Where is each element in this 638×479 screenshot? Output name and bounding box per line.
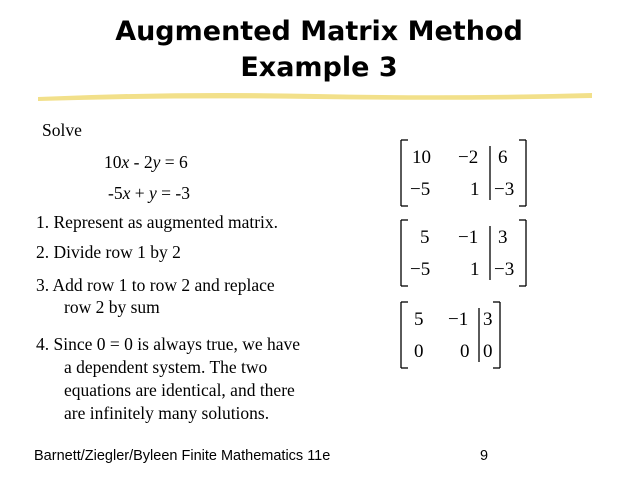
matrix-1-r1c2: −2 [458, 147, 479, 168]
step-4-cont-3: are infinitely many solutions. [64, 403, 270, 423]
matrix-2-r2c1: −5 [410, 259, 431, 280]
eq1-rhs: = 6 [160, 152, 188, 172]
matrix-3-r2c2: 0 [460, 341, 470, 362]
augmented-matrix-2 [398, 218, 530, 288]
equation-1 [104, 151, 188, 173]
equation-2 [108, 182, 190, 204]
eq2-rhs: = -3 [156, 183, 190, 203]
step-3: 3. Add row 1 to row 2 and replace [36, 275, 275, 295]
eq2-var-y: y [148, 183, 157, 203]
matrix-3-r2c3: 0 [483, 341, 493, 362]
eq1-var-x: x [121, 152, 130, 172]
eq1-coef-x: 10 [104, 152, 122, 172]
footer-citation: Barnett/Ziegler/Byleen Finite Mathematics 11e [34, 448, 331, 464]
step-3-cont: row 2 by sum [64, 297, 160, 317]
step-2: 2. Divide row 1 by 2 [36, 242, 181, 262]
matrix-1-r2c3: −3 [494, 179, 515, 200]
augmented-matrix-1 [398, 138, 530, 208]
matrix-2-r1c1: 5 [420, 227, 430, 248]
slide-title-line1: Augmented Matrix Method [115, 16, 523, 47]
matrix-3-r1c2: −1 [448, 309, 469, 330]
step-4-cont-2: equations are identical, and there [64, 380, 295, 400]
eq1-var-y: y [152, 152, 161, 172]
matrix-2-r1c2: −1 [458, 227, 479, 248]
matrix-2-r1c3: 3 [498, 227, 508, 248]
augmented-matrix-3 [398, 300, 504, 370]
matrix-1-r2c1: −5 [410, 179, 431, 200]
step-4-cont-1: a dependent system. The two [64, 357, 268, 377]
matrix-3-r1c1: 5 [414, 309, 424, 330]
slide-title-line2: Example 3 [240, 52, 398, 83]
matrix-1-r1c3: 6 [498, 147, 508, 168]
step-1: 1. Represent as augmented matrix. [36, 212, 279, 232]
matrix-1-r2c2: 1 [470, 179, 480, 200]
matrix-2-r2c2: 1 [470, 259, 480, 280]
matrix-1-r1c1: 10 [412, 147, 431, 168]
page-number: 9 [480, 448, 489, 464]
eq2-var-x: x [122, 183, 131, 203]
solve-label: Solve [42, 120, 82, 140]
eq1-op: - 2 [129, 152, 153, 172]
matrix-3-r2c1: 0 [414, 341, 424, 362]
title-underline-brushstroke [36, 88, 594, 102]
step-4: 4. Since 0 = 0 is always true, we have [36, 334, 301, 354]
eq2-coef-x: -5 [108, 183, 123, 203]
matrix-3-r1c3: 3 [483, 309, 493, 330]
matrix-2-r2c3: −3 [494, 259, 515, 280]
eq2-op: + [130, 183, 149, 203]
